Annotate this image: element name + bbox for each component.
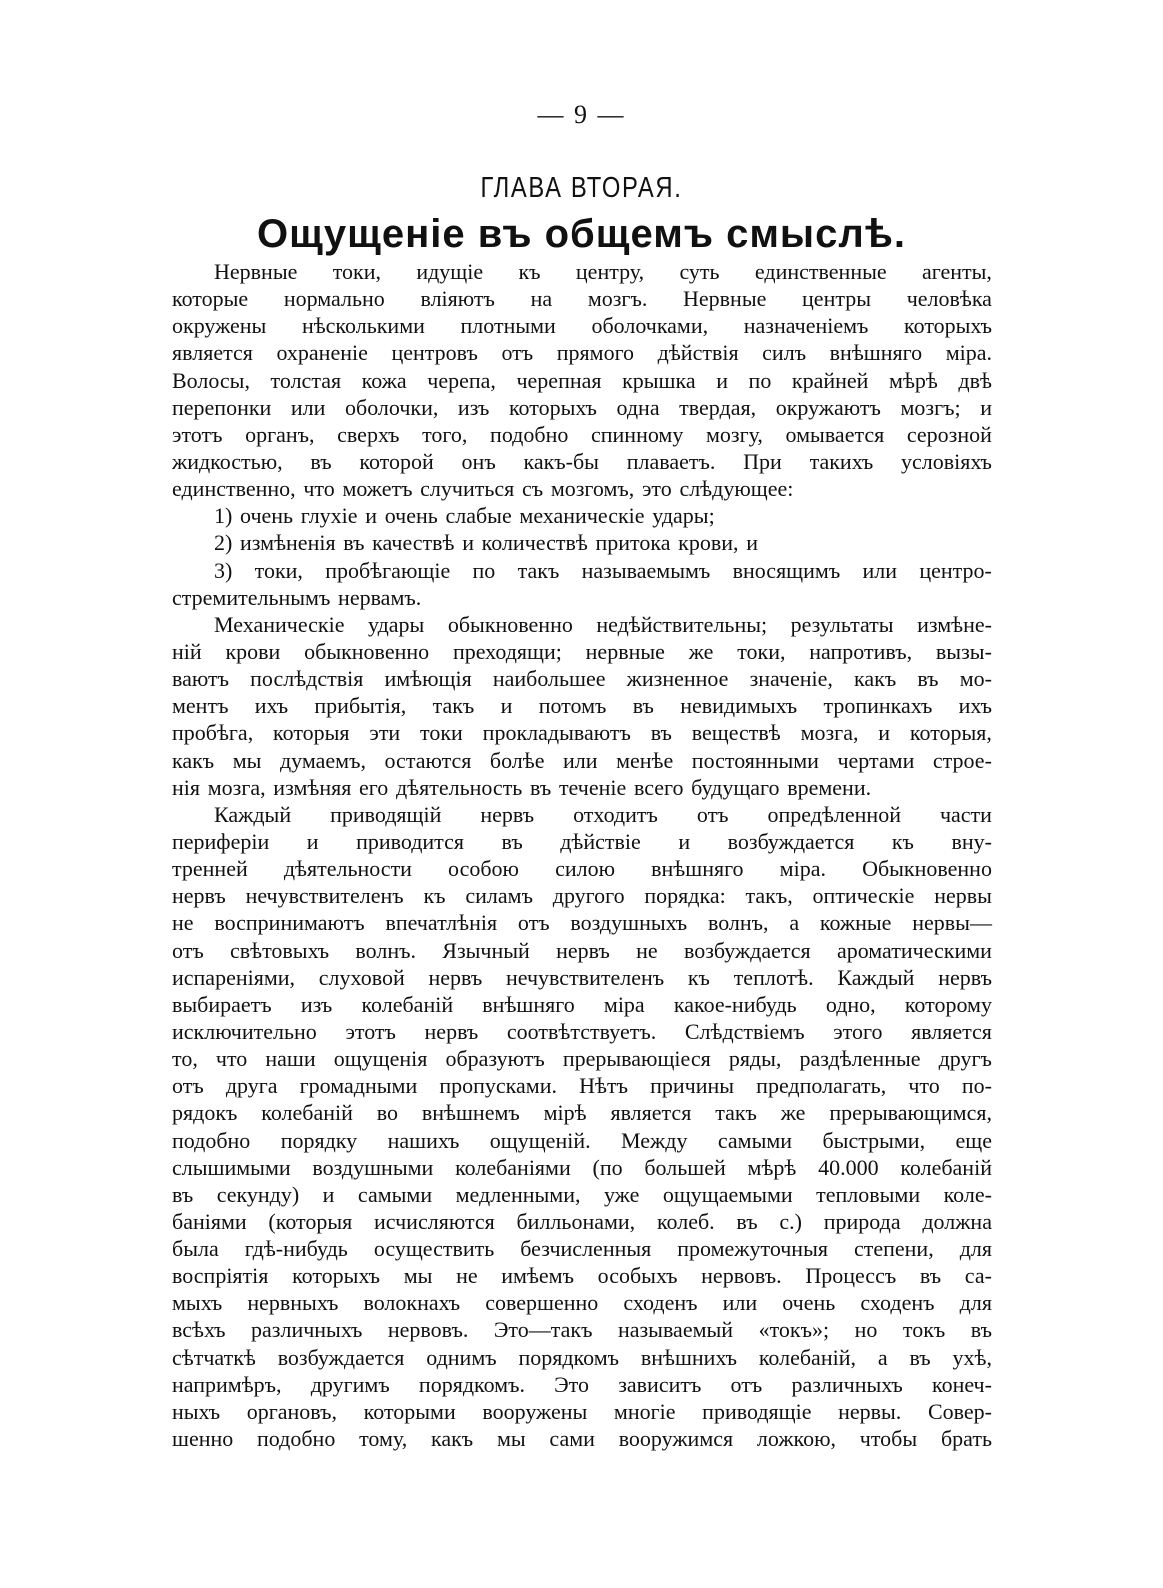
text-line: Каждый приводящій нервъ отходитъ отъ опредѣленной части <box>214 801 992 827</box>
text-line: какъ мы думаемъ, остаются болѣе или менѣе постоянными чертами строе- <box>172 747 992 773</box>
text-line: отъ друга громадными пропусками. Нѣтъ причины предполагать, что по- <box>172 1073 992 1099</box>
text-line: не воспринимаютъ впечатлѣнія отъ воздушныхъ волнъ, а кожные нервы— <box>172 910 992 936</box>
text-line: тренней дѣятельности особою силою внѣшняго міра. Обыкновенно <box>172 856 992 882</box>
text-line: перепонки или оболочки, изъ которыхъ одна твердая, окружаютъ мозгъ; и <box>172 394 992 420</box>
text-line: этотъ органъ, сверхъ того, подобно спинному мозгу, омывается серозной <box>172 421 992 447</box>
text-line: нервъ нечувствителенъ къ силамъ другого порядка: такъ, оптическіе нервы <box>172 883 992 909</box>
text-line: напримѣръ, другимъ порядкомъ. Это зависитъ отъ различныхъ конеч- <box>172 1371 992 1397</box>
text-line: рядокъ колебаній во внѣшнемъ мірѣ является такъ же прерывающимся, <box>172 1100 992 1126</box>
text-line: шенно подобно тому, какъ мы сами вооружимся ложкою, чтобы брать <box>172 1426 992 1452</box>
text-line: была гдѣ-нибудь осуществить безчисленныя промежуточныя степени, для <box>172 1236 992 1262</box>
text-line: нія мозга, измѣняя его дѣятельность въ теченіе всего будущаго времени. <box>172 774 872 800</box>
text-line: исключительно этотъ нервъ соотвѣтствуетъ. Слѣдствіемъ этого является <box>172 1018 992 1044</box>
text-line: воспріятія которыхъ мы не имѣемъ особыхъ нервовъ. Процессъ въ са- <box>172 1263 992 1289</box>
text-line: стремительнымъ нервамъ. <box>172 584 422 610</box>
text-line: мыхъ нервныхъ волокнахъ совершенно сходенъ или очень сходенъ для <box>172 1290 992 1316</box>
chapter-title: Ощущеніе въ общемъ смыслѣ. <box>257 212 906 256</box>
text-line: въ секунду) и самыми медленными, уже ощущаемыми тепловыми коле- <box>172 1181 992 1207</box>
text-line: 3) токи, пробѣгающіе по такъ называемымъ вносящимъ или центро- <box>214 557 992 583</box>
text-line: периферіи и приводится въ дѣйствіе и возбуждается къ вну- <box>172 828 992 854</box>
text-line: ній крови обыкновенно преходящи; нервные же токи, напротивъ, вызы- <box>172 638 992 664</box>
text-line: баніями (которыя исчисляются билльонами, колеб. въ с.) природа должна <box>172 1208 992 1234</box>
text-line: отъ свѣтовыхъ волнъ. Язычный нервъ не возбуждается ароматическими <box>172 937 992 963</box>
text-line: испареніями, слуховой нервъ нечувствителенъ къ теплотѣ. Каждый нервъ <box>172 964 992 990</box>
text-line: которые нормально вліяютъ на мозгъ. Нервные центры человѣка <box>172 286 992 312</box>
body-text <box>172 258 992 1452</box>
text-line: Нервные токи, идущіе къ центру, суть единственные агенты, <box>214 259 992 284</box>
text-line: сѣтчаткѣ возбуждается однимъ порядкомъ внѣшнихъ колебаній, а въ ухѣ, <box>172 1344 992 1370</box>
text-line: единственно, что можетъ случиться съ мозгомъ, это слѣдующее: <box>172 476 794 502</box>
text-line: 2) измѣненія въ качествѣ и количествѣ притока крови, и <box>214 530 758 556</box>
text-line: выбираетъ изъ колебаній внѣшняго міра какое-нибудь одно, которому <box>172 991 992 1017</box>
text-line: ваютъ послѣдствія имѣющія наибольшее жизненное значеніе, какъ въ мо- <box>172 666 992 692</box>
text-line: является охраненіе центровъ отъ прямого дѣйствія силъ внѣшняго міра. <box>172 340 992 366</box>
text-line: пробѣга, которыя эти токи прокладываютъ въ веществѣ мозга, и которыя, <box>172 720 992 746</box>
text-line: Механическіе удары обыкновенно недѣйствительны; результаты измѣне- <box>214 611 992 637</box>
text-line: жидкостью, въ которой онъ какъ-бы плаваетъ. При такихъ условіяхъ <box>172 448 992 474</box>
text-line: слышимыми воздушными колебаніями (по большей мѣрѣ 40.000 колебаній <box>172 1154 992 1180</box>
text-line: 1) очень глухіе и очень слабые механическіе удары; <box>214 503 715 529</box>
text-line: подобно порядку нашихъ ощущеній. Между самыми быстрыми, еще <box>172 1127 992 1153</box>
text-line: окружены нѣсколькими плотными оболочками, назначеніемъ которыхъ <box>172 313 992 339</box>
text-line: Волосы, толстая кожа черепа, черепная крышка и по крайней мѣрѣ двѣ <box>172 367 992 393</box>
text-line: ментъ ихъ прибытія, такъ и потомъ въ невидимыхъ тропинкахъ ихъ <box>172 693 992 719</box>
text-line: ныхъ органовъ, которыми вооружены многіе приводящіе нервы. Совер- <box>172 1398 992 1424</box>
chapter-label: ГЛАВА ВТОРАЯ. <box>480 172 683 204</box>
page-number: — 9 — <box>537 100 626 129</box>
text-line: всѣхъ различныхъ нервовъ. Это—такъ называемый «токъ»; но токъ въ <box>172 1317 992 1343</box>
text-line: то, что наши ощущенія образуютъ прерывающіеся ряды, раздѣленные другъ <box>172 1046 992 1072</box>
